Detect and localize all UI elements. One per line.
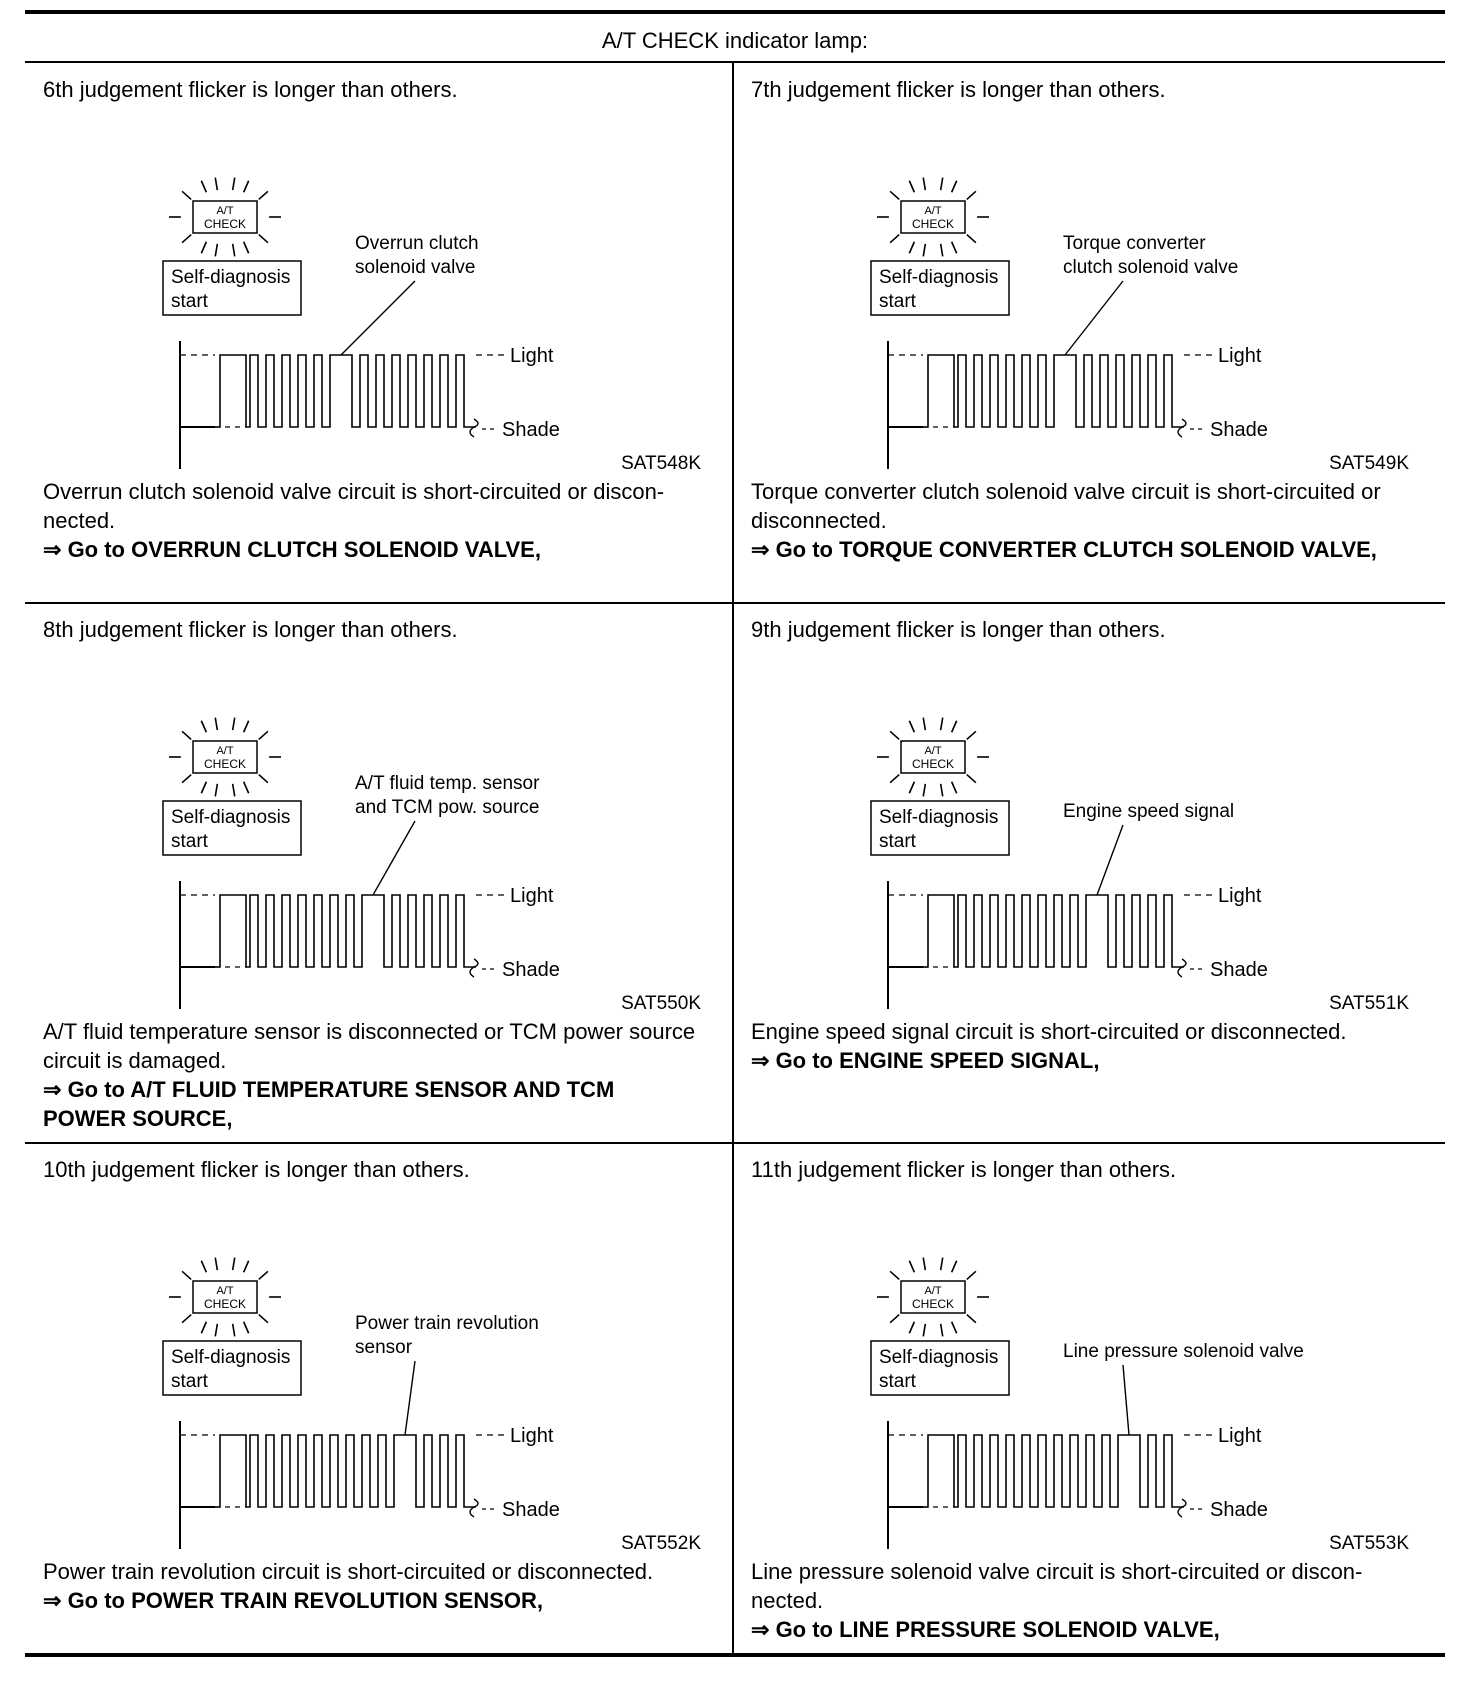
light-label: Light bbox=[510, 345, 554, 367]
lamp-ray bbox=[259, 1315, 268, 1323]
shade-label: Shade bbox=[502, 959, 560, 981]
start-box-line2: start bbox=[171, 291, 208, 312]
diagnosis-cell-8 bbox=[25, 603, 713, 1143]
callout-leader-line bbox=[1065, 281, 1123, 355]
lamp-ray bbox=[909, 242, 914, 254]
self-diagnosis-start-box bbox=[163, 1341, 301, 1395]
lamp-ray bbox=[952, 242, 957, 254]
lamp-text-line1: A/T bbox=[216, 205, 234, 217]
lamp-ray bbox=[182, 191, 191, 199]
lamp-ray bbox=[182, 731, 191, 739]
lamp-ray bbox=[259, 731, 268, 739]
lamp-ray bbox=[941, 1258, 943, 1271]
callout-leader-line bbox=[341, 281, 415, 355]
lamp-text-line1: A/T bbox=[216, 1285, 234, 1297]
action-text: Go to A/T FLUID TEMPERATURE SENSOR AND TCM POWER SOURCE, bbox=[43, 1077, 615, 1131]
lamp-text-line2: CHECK bbox=[911, 1297, 955, 1311]
lamp-ray bbox=[923, 718, 925, 731]
flicker-waveform bbox=[923, 1435, 1184, 1507]
callout-leader-line bbox=[373, 821, 415, 895]
lamp-text-line2: CHECK bbox=[203, 217, 247, 231]
flashing-lamp-icon bbox=[169, 178, 281, 257]
cell-heading: 10th judgement flicker is longer than others. bbox=[43, 1157, 470, 1182]
lamp-text-line1: A/T bbox=[216, 745, 234, 757]
action-link[interactable] bbox=[751, 1615, 1406, 1644]
start-box-line2: start bbox=[879, 291, 916, 312]
lamp-text-line2: CHECK bbox=[911, 217, 955, 231]
flicker-waveform bbox=[215, 895, 476, 967]
figure-code: SAT553K bbox=[1329, 1533, 1409, 1554]
callout-label-line: Power train revolution bbox=[355, 1313, 539, 1334]
callout-label-line: sensor bbox=[355, 1337, 413, 1358]
cell-description bbox=[43, 477, 698, 564]
start-box-line1: Self-diagnosis bbox=[171, 807, 291, 828]
callout-label-line: solenoid valve bbox=[355, 257, 476, 278]
action-text: Go to TORQUE CONVERTER CLUTCH SOLENOID VALVE, bbox=[775, 537, 1377, 562]
start-box-line2: start bbox=[171, 1371, 208, 1392]
diagnosis-cell-9 bbox=[733, 603, 1421, 1143]
description-text: Overrun clutch solenoid valve circuit is short-circuited or discon-nected. bbox=[43, 479, 665, 533]
lamp-ray bbox=[182, 775, 191, 783]
lamp-ray bbox=[233, 178, 235, 191]
arrow-icon: ⇒ bbox=[43, 1588, 62, 1613]
cell-heading: 11th judgement flicker is longer than others. bbox=[751, 1157, 1177, 1182]
lamp-ray bbox=[233, 718, 235, 731]
diagnosis-cell-7 bbox=[733, 63, 1421, 603]
action-link[interactable] bbox=[43, 535, 698, 564]
start-box-line2: start bbox=[171, 831, 208, 852]
flashing-lamp-icon bbox=[877, 1258, 989, 1337]
shade-label: Shade bbox=[502, 1499, 560, 1521]
start-box-line1: Self-diagnosis bbox=[879, 267, 999, 288]
diagnosis-cell-11 bbox=[733, 1143, 1421, 1683]
description-text: Power train revolution circuit is short-circuited or disconnected. bbox=[43, 1559, 654, 1584]
flicker-diagram bbox=[733, 649, 1421, 1019]
lamp-ray bbox=[923, 244, 925, 257]
lamp-ray bbox=[182, 1315, 191, 1323]
flicker-diagram bbox=[25, 649, 713, 1019]
lamp-ray bbox=[952, 1261, 957, 1273]
lamp-text-line1: A/T bbox=[924, 745, 942, 757]
arrow-icon: ⇒ bbox=[751, 537, 770, 562]
arrow-icon: ⇒ bbox=[751, 1617, 770, 1642]
lamp-ray bbox=[201, 1261, 206, 1273]
figure-code: SAT548K bbox=[621, 453, 701, 474]
lamp-ray bbox=[952, 721, 957, 733]
lamp-ray bbox=[967, 1315, 976, 1323]
callout-leader-line bbox=[1097, 825, 1123, 895]
lamp-ray bbox=[890, 1315, 899, 1323]
shade-label: Shade bbox=[1210, 1499, 1268, 1521]
start-box-line1: Self-diagnosis bbox=[171, 267, 291, 288]
callout-label-line: Line pressure solenoid valve bbox=[1063, 1341, 1304, 1362]
lamp-text-line2: CHECK bbox=[203, 1297, 247, 1311]
lamp-ray bbox=[215, 1258, 217, 1271]
flicker-diagram bbox=[25, 1189, 713, 1559]
arrow-icon: ⇒ bbox=[43, 537, 62, 562]
description-text: A/T fluid temperature sensor is disconnected or TCM power source circuit is damaged. bbox=[43, 1019, 696, 1073]
lamp-ray bbox=[259, 235, 268, 243]
self-diagnosis-start-box bbox=[871, 1341, 1009, 1395]
flashing-lamp-icon bbox=[877, 718, 989, 797]
action-text: Go to POWER TRAIN REVOLUTION SENSOR, bbox=[67, 1588, 544, 1613]
description-text: Line pressure solenoid valve circuit is short-circuited or discon-nected. bbox=[751, 1559, 1363, 1613]
cell-description bbox=[43, 1017, 698, 1133]
lamp-text-line2: CHECK bbox=[203, 757, 247, 771]
lamp-ray bbox=[233, 784, 235, 797]
flicker-diagram bbox=[733, 1189, 1421, 1559]
lamp-ray bbox=[890, 775, 899, 783]
callout-label-line: clutch solenoid valve bbox=[1063, 257, 1239, 278]
cell-description bbox=[751, 1557, 1406, 1644]
lamp-ray bbox=[244, 782, 249, 794]
lamp-ray bbox=[244, 242, 249, 254]
action-link[interactable] bbox=[43, 1075, 698, 1133]
action-link[interactable] bbox=[43, 1586, 698, 1615]
flicker-waveform bbox=[215, 355, 476, 427]
break-symbol-icon bbox=[1178, 959, 1186, 977]
lamp-ray bbox=[967, 1271, 976, 1279]
lamp-ray bbox=[259, 1271, 268, 1279]
action-link[interactable] bbox=[751, 535, 1406, 564]
flicker-diagram bbox=[733, 109, 1421, 479]
self-diagnosis-start-box bbox=[871, 261, 1009, 315]
lamp-ray bbox=[201, 181, 206, 193]
lamp-ray bbox=[909, 181, 914, 193]
shade-label: Shade bbox=[1210, 959, 1268, 981]
light-label: Light bbox=[1218, 885, 1262, 907]
lamp-ray bbox=[201, 1322, 206, 1334]
flicker-waveform bbox=[923, 355, 1184, 427]
lamp-ray bbox=[244, 1261, 249, 1273]
self-diagnosis-start-box bbox=[163, 261, 301, 315]
description-text: Engine speed signal circuit is short-circuited or disconnected. bbox=[751, 1019, 1347, 1044]
description-text: Torque converter clutch solenoid valve circuit is short-circuited or disconnected. bbox=[751, 479, 1381, 533]
lamp-ray bbox=[233, 244, 235, 257]
lamp-ray bbox=[201, 721, 206, 733]
flashing-lamp-icon bbox=[877, 178, 989, 257]
callout-label-line: Torque converter bbox=[1063, 233, 1206, 254]
lamp-ray bbox=[182, 1271, 191, 1279]
callout-label-line: Overrun clutch bbox=[355, 233, 479, 254]
lamp-ray bbox=[967, 235, 976, 243]
lamp-ray bbox=[967, 191, 976, 199]
figure-code: SAT551K bbox=[1329, 993, 1409, 1014]
start-box-line1: Self-diagnosis bbox=[879, 1347, 999, 1368]
lamp-ray bbox=[215, 178, 217, 191]
lamp-ray bbox=[182, 235, 191, 243]
callout-label-line: Engine speed signal bbox=[1063, 801, 1235, 822]
self-diagnosis-start-box bbox=[163, 801, 301, 855]
break-symbol-icon bbox=[470, 419, 478, 437]
lamp-ray bbox=[941, 784, 943, 797]
lamp-ray bbox=[952, 1322, 957, 1334]
lamp-ray bbox=[952, 782, 957, 794]
break-symbol-icon bbox=[470, 1499, 478, 1517]
flashing-lamp-icon bbox=[169, 1258, 281, 1337]
lamp-ray bbox=[909, 1322, 914, 1334]
figure-code: SAT549K bbox=[1329, 453, 1409, 474]
lamp-ray bbox=[890, 235, 899, 243]
cell-description bbox=[751, 1017, 1406, 1075]
cell-heading: 8th judgement flicker is longer than others. bbox=[43, 617, 458, 642]
lamp-ray bbox=[890, 1271, 899, 1279]
callout-leader-line bbox=[405, 1361, 415, 1435]
lamp-ray bbox=[215, 718, 217, 731]
lamp-ray bbox=[967, 731, 976, 739]
lamp-ray bbox=[215, 1324, 217, 1337]
lamp-ray bbox=[923, 178, 925, 191]
flicker-diagram bbox=[25, 109, 713, 479]
lamp-ray bbox=[890, 731, 899, 739]
lamp-ray bbox=[941, 244, 943, 257]
break-symbol-icon bbox=[1178, 1499, 1186, 1517]
lamp-ray bbox=[909, 1261, 914, 1273]
callout-label-line: and TCM pow. source bbox=[355, 797, 540, 818]
lamp-ray bbox=[215, 784, 217, 797]
lamp-ray bbox=[201, 242, 206, 254]
lamp-ray bbox=[259, 191, 268, 199]
start-box-line2: start bbox=[879, 831, 916, 852]
shade-label: Shade bbox=[1210, 419, 1268, 441]
break-symbol-icon bbox=[1178, 419, 1186, 437]
arrow-icon: ⇒ bbox=[751, 1048, 770, 1073]
arrow-icon: ⇒ bbox=[43, 1077, 62, 1102]
diagnosis-cell-10 bbox=[25, 1143, 713, 1683]
callout-label-line: A/T fluid temp. sensor bbox=[355, 773, 540, 794]
cell-heading: 9th judgement flicker is longer than others. bbox=[751, 617, 1166, 642]
lamp-ray bbox=[244, 181, 249, 193]
light-label: Light bbox=[510, 1425, 554, 1447]
lamp-ray bbox=[923, 784, 925, 797]
lamp-ray bbox=[244, 1322, 249, 1334]
flicker-waveform bbox=[923, 895, 1184, 967]
lamp-ray bbox=[941, 1324, 943, 1337]
start-box-line2: start bbox=[879, 1371, 916, 1392]
action-text: Go to ENGINE SPEED SIGNAL, bbox=[775, 1048, 1100, 1073]
lamp-ray bbox=[909, 721, 914, 733]
figure-code: SAT550K bbox=[621, 993, 701, 1014]
flicker-waveform bbox=[215, 1435, 476, 1507]
lamp-ray bbox=[233, 1324, 235, 1337]
lamp-ray bbox=[941, 178, 943, 191]
lamp-ray bbox=[967, 775, 976, 783]
lamp-ray bbox=[952, 181, 957, 193]
light-label: Light bbox=[510, 885, 554, 907]
shade-label: Shade bbox=[502, 419, 560, 441]
lamp-ray bbox=[941, 718, 943, 731]
top-rule bbox=[25, 10, 1445, 14]
action-text: Go to LINE PRESSURE SOLENOID VALVE, bbox=[775, 1617, 1220, 1642]
lamp-ray bbox=[259, 775, 268, 783]
callout-leader-line bbox=[1123, 1365, 1129, 1435]
lamp-text-line2: CHECK bbox=[911, 757, 955, 771]
lamp-ray bbox=[923, 1324, 925, 1337]
cell-description bbox=[43, 1557, 698, 1615]
figure-code: SAT552K bbox=[621, 1533, 701, 1554]
self-diagnosis-start-box bbox=[871, 801, 1009, 855]
flashing-lamp-icon bbox=[169, 718, 281, 797]
diagnosis-cell-6 bbox=[25, 63, 713, 603]
break-symbol-icon bbox=[470, 959, 478, 977]
start-box-line1: Self-diagnosis bbox=[171, 1347, 291, 1368]
lamp-ray bbox=[909, 782, 914, 794]
lamp-text-line1: A/T bbox=[924, 205, 942, 217]
cell-description bbox=[751, 477, 1406, 564]
action-link[interactable] bbox=[751, 1046, 1406, 1075]
lamp-ray bbox=[215, 244, 217, 257]
lamp-ray bbox=[923, 1258, 925, 1271]
light-label: Light bbox=[1218, 1425, 1262, 1447]
start-box-line1: Self-diagnosis bbox=[879, 807, 999, 828]
lamp-text-line1: A/T bbox=[924, 1285, 942, 1297]
cell-heading: 7th judgement flicker is longer than others. bbox=[751, 77, 1166, 102]
lamp-ray bbox=[201, 782, 206, 794]
lamp-ray bbox=[244, 721, 249, 733]
cell-heading: 6th judgement flicker is longer than others. bbox=[43, 77, 458, 102]
table-title: A/T CHECK indicator lamp: bbox=[601, 27, 869, 53]
lamp-ray bbox=[233, 1258, 235, 1271]
action-text: Go to OVERRUN CLUTCH SOLENOID VALVE, bbox=[67, 537, 541, 562]
lamp-ray bbox=[890, 191, 899, 199]
light-label: Light bbox=[1218, 345, 1262, 367]
